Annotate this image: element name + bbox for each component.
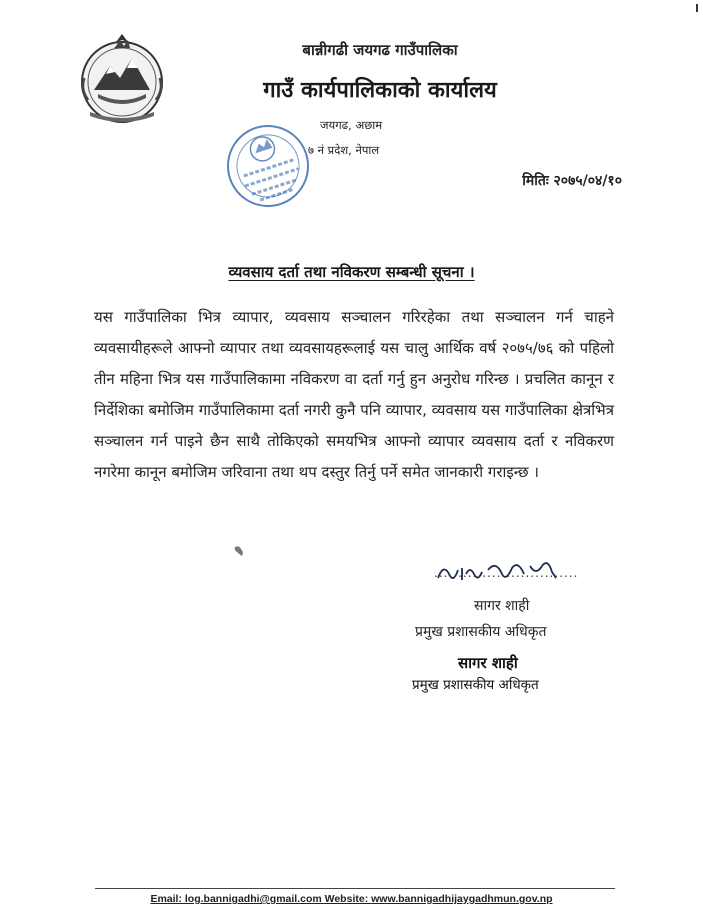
office-seal-icon bbox=[222, 116, 314, 216]
ink-speck-mark bbox=[232, 544, 246, 558]
edge-mark bbox=[696, 4, 698, 12]
footer-divider bbox=[95, 888, 615, 889]
notice-body: यस गाउँपालिका भित्र व्यापार, व्यवसाय सञ्चालन गरिरहेका तथा सञ्चालन गर्न चाहने व्यवसायीहरूले आफ्नो व्यापार तथा व्यवसायहरूलाई यस चालु आर्थिक वर्ष २०७५/७६ को पहिलो तीन महिना भित्र यस गाउँपालिकामा नविकरण वा दर्ता गर्नु हुन अनुरोध गरिन्छ । प्रचलित कानून र निर्देशिका बमोजिम गाउँपालिकामा दर्ता नगरी कुनै पनि व्यापार, व्यवसाय यस गाउँपालिका क्षेत्रभित्र सञ्चालन गर्न पाइने छैन साथै तोकिएको समयभित्र आफ्नो व्यापार व्यवसाय दर्ता र नविकरण नगरेमा कानून बमोजिम जरिवाना तथा थप दस्तुर तिर्नु पर्ने समेत जानकारी गराइन्छ । bbox=[94, 308, 614, 481]
stamp-title: प्रमुख प्रशासकीय अधिकृत bbox=[412, 677, 539, 693]
notice-subject: व्यवसाय दर्ता तथा नविकरण सम्बन्धी सूचना । bbox=[228, 263, 475, 281]
stamp-name: सागर शाही bbox=[458, 654, 518, 672]
footer-contact: Email: log.bannigadhi@gmail.com Website: www.bannigadhijaygadhmun.gov.np bbox=[150, 893, 553, 905]
nepal-emblem-icon bbox=[72, 32, 172, 124]
signatory-title: प्रमुख प्रशासकीय अधिकृत bbox=[415, 624, 547, 640]
municipality-name: बान्नीगढी जयगढ गाउँपालिका bbox=[302, 41, 458, 59]
address-line-1: जयगढ, अछाम bbox=[320, 118, 383, 132]
address-line-2: ७ नं प्रदेश, नेपाल bbox=[308, 143, 380, 157]
signature-dotted-line: .............................. bbox=[434, 566, 579, 580]
signatory-name: सागर शाही bbox=[474, 598, 530, 614]
notice-date: मितिः २०७५/०४/१० bbox=[522, 173, 622, 189]
office-name: गाउँ कार्यपालिकाको कार्यालय bbox=[263, 78, 497, 103]
